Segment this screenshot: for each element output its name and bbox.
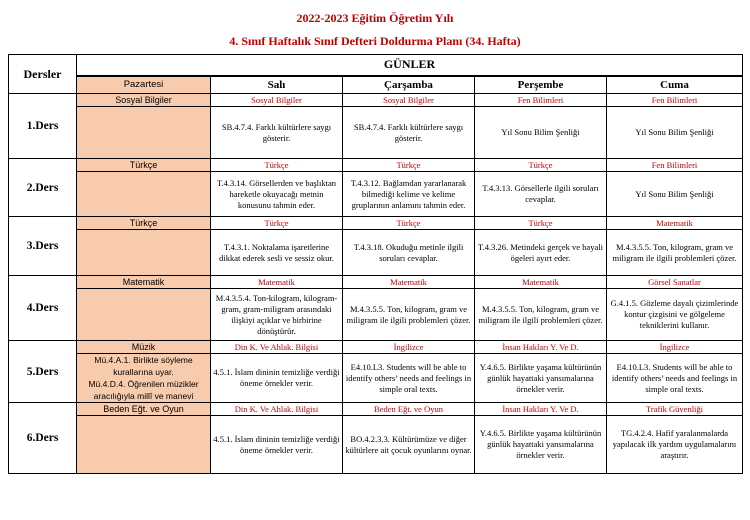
outcome-cell-tuesday: T.4.3.1. Noktalama işaretlerine dikkat ederek sesli ve sessiz okur. bbox=[211, 230, 343, 276]
outcome-cell-tuesday: SB.4.7.4. Farklı kültürlere saygı gösterir. bbox=[211, 107, 343, 159]
day-header-wednesday: Çarşamba bbox=[343, 76, 475, 94]
subject-cell-friday: Matematik bbox=[607, 217, 743, 230]
subject-cell-friday: Görsel Sanatlar bbox=[607, 276, 743, 289]
lesson-label: 2.Ders bbox=[9, 159, 77, 217]
subject-cell-friday: Fen Bilimleri bbox=[607, 94, 743, 107]
outcome-cell-monday bbox=[77, 172, 211, 217]
lesson-label: 1.Ders bbox=[9, 94, 77, 159]
outcome-cell-monday bbox=[77, 230, 211, 276]
day-header-thursday: Perşembe bbox=[475, 76, 607, 94]
lesson-label: 3.Ders bbox=[9, 217, 77, 276]
subject-cell-thursday: Türkçe bbox=[475, 159, 607, 172]
subject-cell-monday: Türkçe bbox=[77, 217, 211, 230]
music-outcome-line: Mü.4.A.1. Birlikte söyleme kurallarına uyar. bbox=[94, 355, 193, 377]
subject-cell-friday: Fen Bilimleri bbox=[607, 159, 743, 172]
outcome-cell-monday bbox=[77, 354, 211, 403]
outcome-cell-thursday: Y.4.6.5. Birlikte yaşama kültürünün günlük hayattaki yansımalarına örnekler verir. bbox=[475, 354, 607, 403]
outcome-cell-wednesday: T.4.3.18. Okuduğu metinle ilgili soruları cevaplar. bbox=[343, 230, 475, 276]
outcome-cell-monday bbox=[77, 107, 211, 159]
outcome-cell-friday: M.4.3.5.5. Ton, kilogram, gram ve miligram ile ilgili problemleri çözer. bbox=[607, 230, 743, 276]
outcome-cell-friday: Yıl Sonu Bilim Şenliği bbox=[607, 172, 743, 217]
subject-cell-monday: Türkçe bbox=[77, 159, 211, 172]
outcome-cell-tuesday: 4.5.1. İslam dininin temizliğe verdiği öneme örnekler verir. bbox=[211, 354, 343, 403]
outcome-cell-wednesday: E4.10.L3. Students will be able to identify others’ needs and feelings in simple oral texts. bbox=[343, 354, 475, 403]
subject-cell-wednesday: Sosyal Bilgiler bbox=[343, 94, 475, 107]
subject-cell-tuesday: Türkçe bbox=[211, 217, 343, 230]
subject-cell-thursday: Fen Bilimleri bbox=[475, 94, 607, 107]
subject-cell-thursday: Matematik bbox=[475, 276, 607, 289]
subject-cell-tuesday: Sosyal Bilgiler bbox=[211, 94, 343, 107]
outcome-cell-friday: E4.10.L3. Students will be able to identify others’ needs and feelings in simple oral texts. bbox=[607, 354, 743, 403]
subject-cell-friday: İngilizce bbox=[607, 341, 743, 354]
outcome-cell-friday: G.4.1.5. Gözleme dayalı çizimlerinde kontur çizgisini ve gölgeleme tekniklerini kullanır. bbox=[607, 289, 743, 341]
outcome-cell-wednesday: M.4.3.5.5. Ton, kilogram, gram ve miligram ile ilgili problemleri çözer. bbox=[343, 289, 475, 341]
lesson-label: 6.Ders bbox=[9, 403, 77, 474]
subject-cell-wednesday: Türkçe bbox=[343, 217, 475, 230]
outcome-cell-thursday: T.4.3.26. Metindeki gerçek ve hayali ögeleri ayırt eder. bbox=[475, 230, 607, 276]
outcome-cell-wednesday: SB.4.7.4. Farklı kültürlere saygı gösterir. bbox=[343, 107, 475, 159]
lesson-label: 5.Ders bbox=[9, 341, 77, 403]
outcome-cell-friday: Yıl Sonu Bilim Şenliği bbox=[607, 107, 743, 159]
outcome-cell-tuesday: 4.5.1. İslam dininin temizliğe verdiği öneme örnekler verir. bbox=[211, 416, 343, 474]
subject-cell-wednesday: İngilizce bbox=[343, 341, 475, 354]
lesson-label: 4.Ders bbox=[9, 276, 77, 341]
day-header-friday: Cuma bbox=[607, 76, 743, 94]
weekly-plan-table bbox=[8, 54, 743, 474]
subject-cell-wednesday: Türkçe bbox=[343, 159, 475, 172]
dersler-header: Dersler bbox=[9, 55, 77, 94]
outcome-cell-friday: TG.4.2.4. Hafif yaralanmalarda yapılacak ilk yardım uygulamalarını araştırır. bbox=[607, 416, 743, 474]
outcome-cell-thursday: Y.4.6.5. Birlikte yaşama kültürünün günlük hayattaki yansımalarına örnekler verir. bbox=[475, 416, 607, 474]
subject-cell-tuesday: Din K. Ve Ahlak. Bilgisi bbox=[211, 403, 343, 416]
page-subtitle: 4. Sınıf Haftalık Sınıf Defteri Doldurma Planı (34. Hafta) bbox=[229, 34, 521, 48]
day-header-monday: Pazartesi bbox=[77, 76, 211, 94]
outcome-cell-monday bbox=[77, 289, 211, 341]
subject-cell-monday: Sosyal Bilgiler bbox=[77, 94, 211, 107]
subject-cell-thursday: İnsan Hakları Y. Ve D. bbox=[475, 341, 607, 354]
subject-cell-wednesday: Beden Eğt. ve Oyun bbox=[343, 403, 475, 416]
subject-cell-thursday: Türkçe bbox=[475, 217, 607, 230]
subject-cell-tuesday: Türkçe bbox=[211, 159, 343, 172]
subject-cell-monday: Beden Eğt. ve Oyun bbox=[77, 403, 211, 416]
day-header-tuesday: Salı bbox=[211, 76, 343, 94]
outcome-cell-thursday: Yıl Sonu Bilim Şenliği bbox=[475, 107, 607, 159]
subject-cell-monday: Müzik bbox=[77, 341, 211, 354]
outcome-cell-wednesday: T.4.3.12. Bağlamdan yararlanarak bilmediği kelime ve kelime gruplarının anlamını tahmin eder. bbox=[343, 172, 475, 217]
outcome-cell-monday bbox=[77, 416, 211, 474]
outcome-cell-wednesday: BO.4.2.3.3. Kültürümüze ve diğer kültürlere ait çocuk oyunlarını oynar. bbox=[343, 416, 475, 474]
subject-cell-wednesday: Matematik bbox=[343, 276, 475, 289]
outcome-cell-thursday: T.4.3.13. Görsellerle ilgili soruları cevaplar. bbox=[475, 172, 607, 217]
subject-cell-tuesday: Din K. Ve Ahlak. Bilgisi bbox=[211, 341, 343, 354]
subject-cell-monday: Matematik bbox=[77, 276, 211, 289]
gunler-header: GÜNLER bbox=[77, 55, 743, 76]
subject-cell-thursday: İnsan Hakları Y. Ve D. bbox=[475, 403, 607, 416]
subject-cell-friday: Trafik Güvenliği bbox=[607, 403, 743, 416]
outcome-cell-tuesday: T.4.3.14. Görsellerden ve başlıktan hareketle okuyacağı metnin konusunu tahmin eder. bbox=[211, 172, 343, 217]
outcome-cell-thursday: M.4.3.5.5. Ton, kilogram, gram ve miligram ile ilgili problemleri çözer. bbox=[475, 289, 607, 341]
music-outcome-line: Mü.4.D.4. Öğrenilen müzikler aracılığıyla millî ve manevi bbox=[88, 379, 199, 401]
page-title: 2022-2023 Eğitim Öğretim Yılı bbox=[296, 11, 454, 25]
outcome-cell-tuesday: M.4.3.5.4. Ton-kilogram, kilogram-gram, gram-miligram arasındaki ilişkiyi açıklar ve birbirine dönüştürür. bbox=[211, 289, 343, 341]
subject-cell-tuesday: Matematik bbox=[211, 276, 343, 289]
